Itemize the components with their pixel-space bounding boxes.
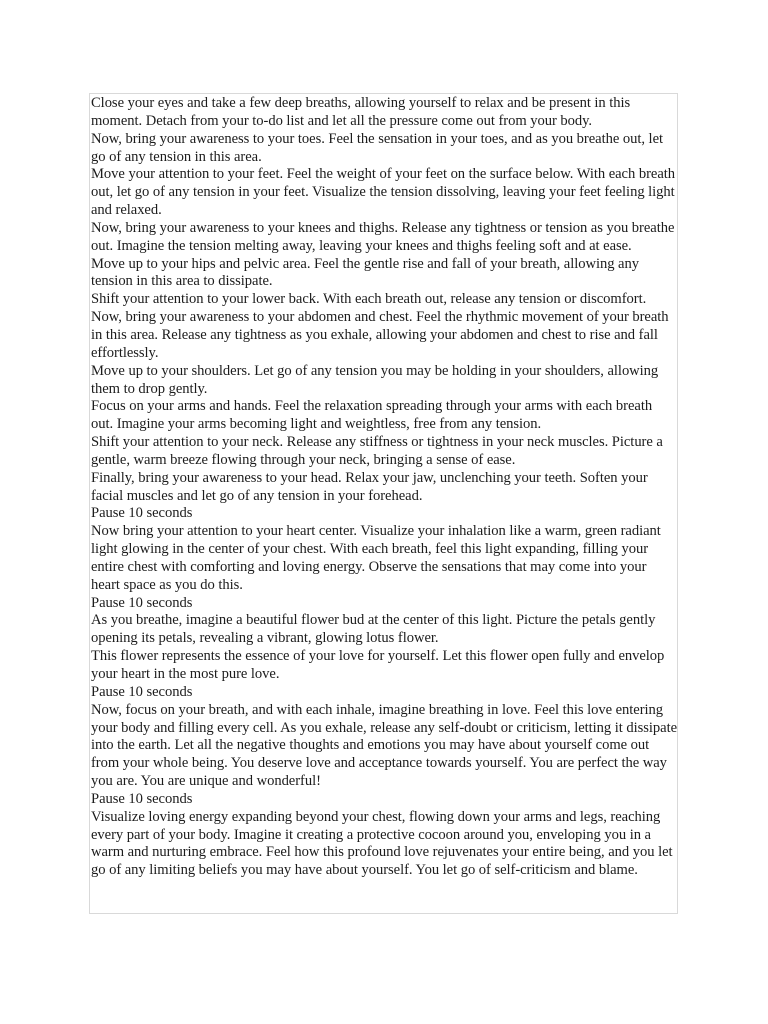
paragraph-flower-bud: As you breathe, imagine a beautiful flower bud at the center of this light. Picture the petals gently opening its petals, revealing a vibrant, glowing lotus flower. [91,612,656,647]
pause-instruction: Pause 10 seconds [91,505,193,522]
paragraph-head: Finally, bring your awareness to your head. Relax your jaw, unclenching your teeth. Soften your facial muscles and let go of any tension in your forehead. [91,469,648,504]
paragraph-shoulders: Move up to your shoulders. Let go of any tension you may be holding in your shoulders, allowing them to drop gently. [91,362,659,397]
pause-instruction: Pause 10 seconds [91,594,193,611]
paragraph-hips: Move up to your hips and pelvic area. Feel the gentle rise and fall of your breath, allowing any tension in this area to dissipate. [91,255,639,290]
paragraph-abdomen-chest: Now, bring your awareness to your abdomen and chest. Feel the rhythmic movement of your breath in this area. Release any tightness as you exhale, allowing your abdomen and chest to rise and fall effortlessly. [91,309,669,361]
paragraph-feet: Move your attention to your feet. Feel the weight of your feet on the surface below. With each breath out, let go of any tension in your feet. Visualize the tension dissolving, leaving your feet feeling light and relaxed. [91,166,675,219]
pause-instruction: Pause 10 seconds [91,683,193,700]
paragraph-lower-back: Shift your attention to your lower back. With each breath out, release any tension or discomfort. [91,291,647,308]
paragraph-knees-thighs: Now, bring your awareness to your knees and thighs. Release any tightness or tension as you breathe out. Imagine the tension melting away, leaving your knees and thighs feeling soft and at ease. [91,219,675,254]
paragraph-neck: Shift your attention to your neck. Release any stiffness or tightness in your neck muscles. Picture a gentle, warm breeze flowing through your neck, bringing a sense of ease. [91,434,663,468]
pause-instruction: Pause 10 seconds [91,790,193,807]
paragraph-toes: Now, bring your awareness to your toes. Feel the sensation in your toes, and as you breathe out, let go of any tension in this area. [91,130,663,165]
paragraph-breathing-love: Now, focus on your breath, and with each inhale, imagine breathing in love. Feel this love entering your body and filling every cell. As you exhale, release any self-doubt or criticism, letting it dissipate into the earth. Let all the negative thoughts and emotions you may have about yourself come out from your whole being. You deserve love and acceptance towards yourself. You are perfect the way you are. You are unique and wonderful! [91,701,677,790]
paragraph-arms-hands: Focus on your arms and hands. Feel the relaxation spreading through your arms with each breath out. Imagine your arms becoming light and weightless, free from any tension. [91,398,653,433]
paragraph-loving-energy: Visualize loving energy expanding beyond your chest, flowing down your arms and legs, reaching every part of your body. Imagine it creating a protective cocoon around you, enveloping you in a warm and nurturing embrace. Feel how this profound love rejuvenates your entire being, and you let go of any limiting beliefs you may have about yourself. You let go of self-criticism and blame. [91,808,673,879]
paragraph-flower-essence: This flower represents the essence of your love for yourself. Let this flower open fully and envelop your heart in the most pure love. [91,648,665,682]
document-page [89,93,678,914]
paragraph-body-scan-intro: Close your eyes and take a few deep breaths, allowing yourself to relax and be present in this moment. Detach from your to-do list and let all the pressure come out from your body. [91,95,631,129]
paragraph-heart-center: Now bring your attention to your heart center. Visualize your inhalation like a warm, green radiant light glowing in the center of your chest. With each breath, feel this light expanding, filling your entire chest with comforting and loving energy. Observe the sensations that may come into your heart space as you do this. [91,523,661,593]
